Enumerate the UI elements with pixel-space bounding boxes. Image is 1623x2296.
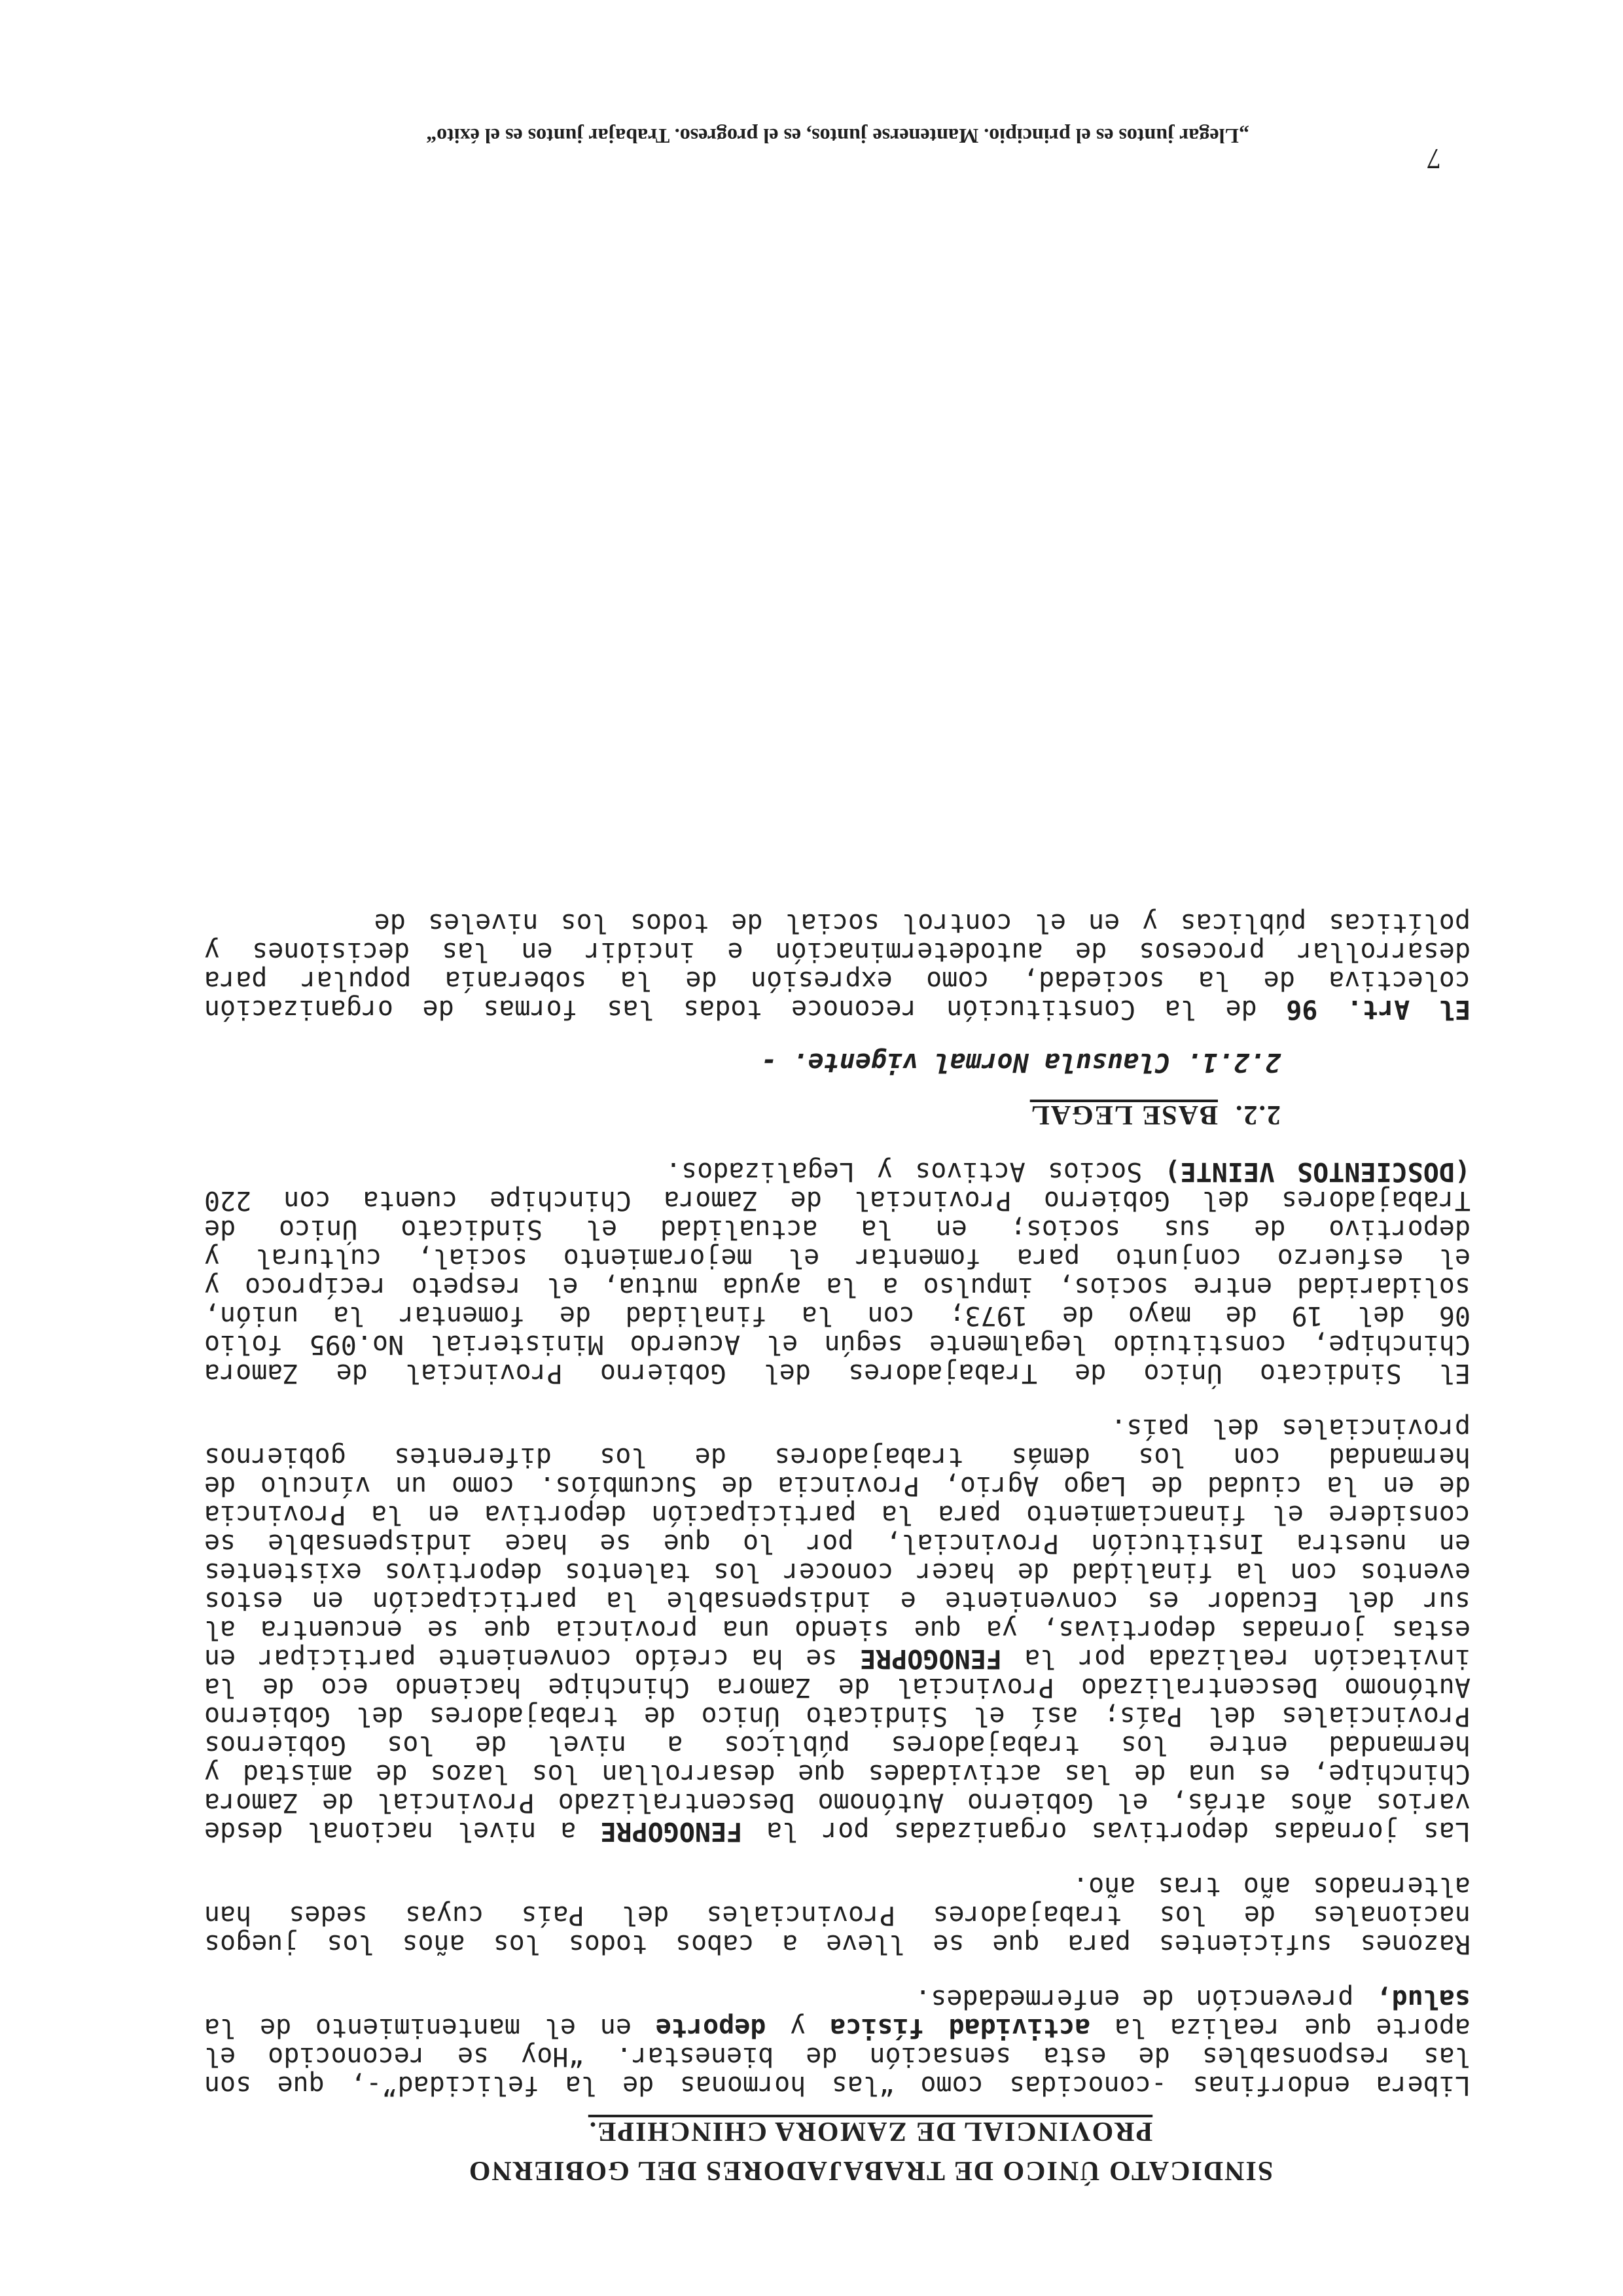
text-run: Las jornadas deportivas organizadas por la [742, 1816, 1471, 1846]
text-run: Socios Activos y Legalizados. [665, 1157, 1165, 1187]
letterhead [314, 2111, 1427, 2190]
bold-text: salud, [1376, 1984, 1471, 2014]
text-run: se ha creído conveniente participar en estas jornadas deportivas, ya que siendo una provincia que se encuentra al sur del Ecuador es conveniente e indispensable la participación en estos eventos con la finalidad de hacer conocer los talentos deportivos existentes en nuestra Institución Provincial, por lo que se hace indispensable se considere el financiamiento para la participación deportiva en la Provincia de en la ciudad de Lago Agrio, Provincia de Sucumbíos. como un vínculo de hermandad con los demás trabajadores de los diferentes gobiernos provinciales del país. [204, 1413, 1471, 1674]
text-run: en el mantenimiento de la [204, 2013, 656, 2043]
text-run: a nivel nacional desde varios años atrás, el Gobierno Autónomo Descentralizado Provincial de Zamora Chinchipe, es una de las actividades que desarrollan los lazos de amistad y hermandad entre los trabajadores públicos a nivel de los Gobiernos Provinciales del País; así el Sindicato Único de trabajadores del Gobierno Autónomo Descentralizado Provincial de Zamora Chinchipe haciendo eco de la invitación realizada por la [204, 1643, 1471, 1846]
bold-text: deporte [655, 2013, 766, 2043]
bold-text: (DOSCIENTOS VEINTE) [1164, 1157, 1471, 1187]
bold-text: FENOGOPRE [860, 1643, 1002, 1674]
bold-text: actividad física [830, 2013, 1091, 2043]
letterhead-line-1: SINDICATO ÚNICO DE TRABAJADORES DEL GOBIERNO [467, 2155, 1274, 2185]
text-run: Libera endorfinas -conocidas como “las hormonas de la felicidad”-, que son las responsables de esta sensación de bienestar. “Hoy se reconocido el aporte que realiza la [204, 2013, 1471, 2100]
subsection-heading: 2.2.1. Clausula Normal vigente. - [760, 1047, 1281, 1077]
paragraph-sports-days [204, 1414, 1471, 1846]
section-title: BASE LEGAL [1029, 1100, 1218, 1130]
text-run: y [766, 2013, 830, 2043]
text-run: prevención de enfermedades. [915, 1984, 1376, 2014]
text-run: de la Constitución reconoce todas las formas de organización colectiva de la sociedad, como expresión de la soberanía popular para desarrollar procesos de autodeterminación e incidir en las decisiones y políticas públicas y en el control social de todos los niveles de [204, 908, 1471, 1024]
bold-text: FENOGOPRE [600, 1816, 743, 1846]
paragraph-reasons: Razones suficientes para que se lleve a cabos todos los años los juegos nacionales de los trabajadores Provinciales del País cuyas sedes han alternados año tras año. [204, 1871, 1471, 1959]
paragraph-constitution [204, 908, 1471, 1024]
bold-text: El Art. 96 [1286, 994, 1471, 1024]
footer-motto: „Llegar juntos es el principio. Mantenerse juntos, es el progreso. Trabajar juntos es el éxito“ [426, 124, 1249, 148]
paragraph-union-description [204, 1157, 1471, 1388]
paragraph-endorphins [204, 1984, 1471, 2100]
page-number: 7 [1427, 143, 1441, 175]
document-body [204, 882, 1471, 2100]
text-run: El Sindicato Único de Trabajadores del Gobierno Provincial de Zamora Chinchipe, constituido legalmente según el Acuerdo Ministerial No.095 folio 06 del 19 de mayo de 1973; con la finalidad de fomentar la unión, solidaridad entre socios, impulso a la ayuda mutua, el respeto recíproco y el esfuerzo conjunto para fomentar el mejoramiento social, cultural y deportivo de sus socios; en la actualidad el Sindicato Único de Trabajadores del Gobierno Provincial de Zamora Chinchipe cuenta con 220 [204, 1185, 1471, 1388]
section-heading [204, 1098, 1281, 1131]
letterhead-line-2: PROVINCIAL DE ZAMORA CHINCHIPE. [588, 2116, 1153, 2146]
section-number: 2.2. [1234, 1100, 1281, 1130]
